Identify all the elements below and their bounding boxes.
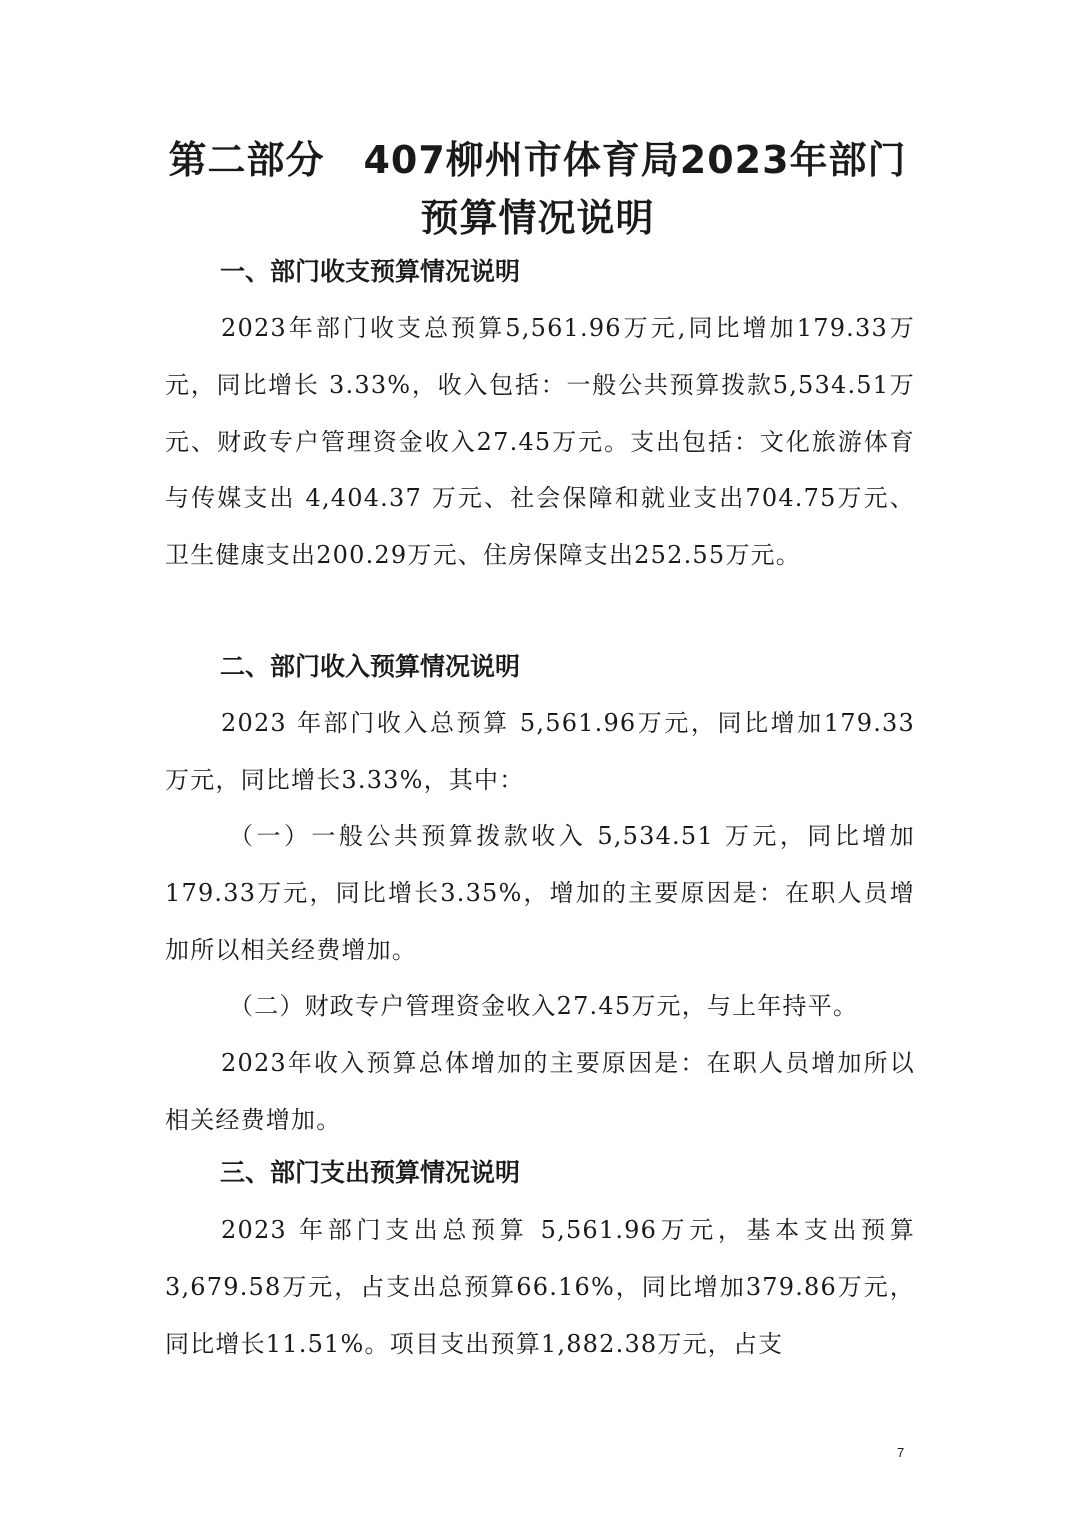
section-heading-expenditure: 三、部门支出预算情况说明 bbox=[220, 1158, 521, 1187]
document-title-line-2: 预算情况说明 bbox=[420, 196, 655, 240]
paragraph-income-expenditure-summary: 2023年部门收支总预算5,561.96万元,同比增加179.33万元，同比增长 3.33%，收入包括：一般公共预算拨款5,534.51万元、财政专户管理资金收入27.45万元。支出包括：文化旅游体育与传媒支出 4,404.37 万元、社会保障和就业支出704.75万元、卫生健康支出200.29万元、住房保障支出252.55万元。 bbox=[165, 314, 915, 570]
paragraph-special-account-income: （二）财政专户管理资金收入27.45万元，与上年持平。 bbox=[229, 992, 859, 1020]
paragraph-general-budget-income: （一）一般公共预算拨款收入 5,534.51 万元，同比增加179.33万元，同比增长3.35%，增加的主要原因是：在职人员增加所以相关经费增加。 bbox=[165, 822, 915, 964]
paragraph-income-increase-reason: 2023年收入预算总体增加的主要原因是：在职人员增加所以相关经费增加。 bbox=[165, 1049, 915, 1134]
paragraph-expenditure-summary: 2023 年部门支出总预算 5,561.96万元，基本支出预算3,679.58万元，占支出总预算66.16%，同比增加379.86万元，同比增长11.51%。项目支出预算1,882.38万元，占支 bbox=[165, 1216, 915, 1358]
paragraph-income-summary: 2023 年部门收入总预算 5,561.96万元，同比增加179.33万元，同比增长3.33%，其中： bbox=[165, 709, 915, 794]
document-title-line-1: 第二部分 407柳州市体育局2023年部门 bbox=[168, 138, 907, 182]
section-heading-income-expenditure: 一、部门收支预算情况说明 bbox=[220, 257, 521, 286]
page-number: 7 bbox=[897, 1445, 905, 1460]
section-heading-income: 二、部门收入预算情况说明 bbox=[220, 652, 521, 681]
